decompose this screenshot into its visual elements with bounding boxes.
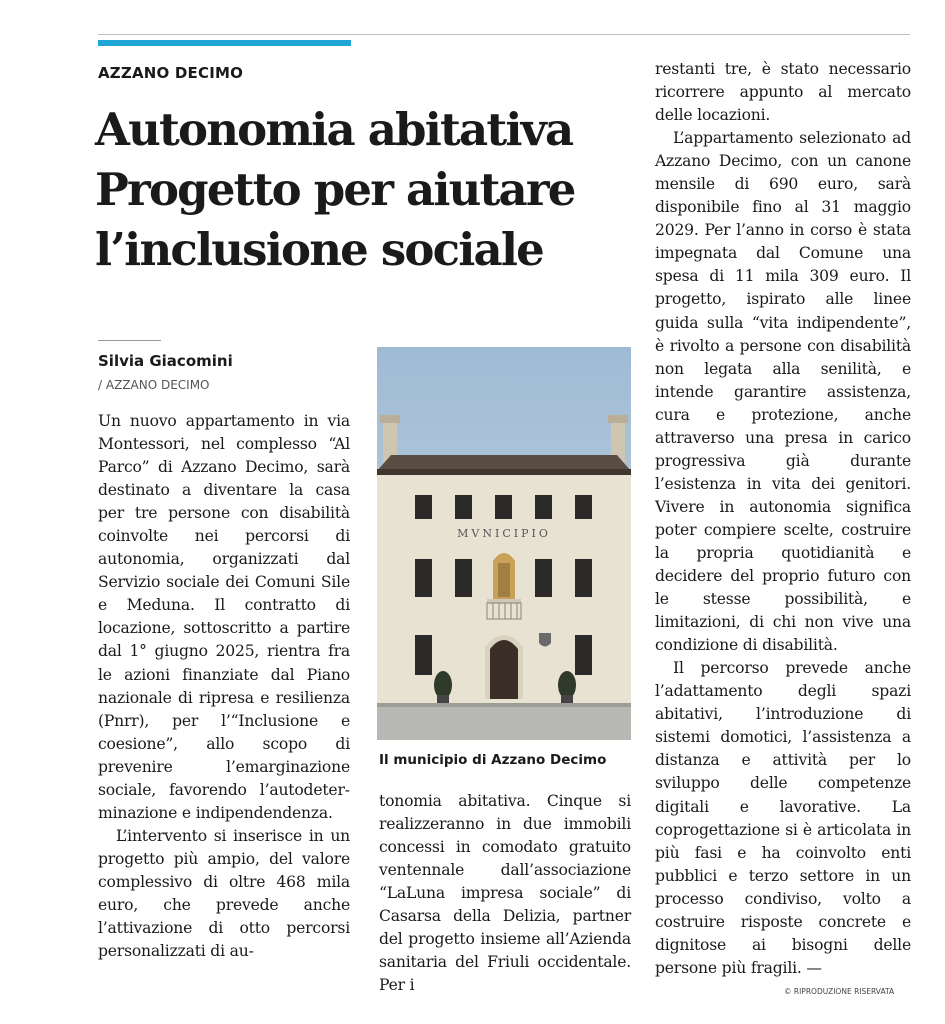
dateline-place: / AZZANO DECIMO	[98, 378, 210, 392]
paragraph-4: Il percorso prevede anche l’adattamento degli spazi abitativi, l’introduzione di sistemi domotici, l’assistenza a distanza e attività per lo sviluppo delle competenze digitali e lavorative. La coprogettazione si è articolata in più fasi e ha coinvolto enti pubblici e terzo settore in un processo condiviso, volto a costruire risposte concrete e dignitose ai bisogni delle persone più fragili. —	[655, 659, 911, 977]
byline-rule	[98, 340, 161, 341]
section-accent-bar	[98, 40, 351, 46]
article-column-1	[98, 410, 350, 963]
photo-caption: Il municipio di Azzano Decimo	[379, 752, 607, 768]
copyright-notice: © RIPRODUZIONE RISERVATA	[784, 987, 895, 996]
headline	[95, 100, 655, 280]
author-name: Silvia Giacomini	[98, 352, 233, 370]
headline-line-1: Autonomia abitativa	[95, 103, 573, 156]
section-kicker: AZZANO DECIMO	[98, 64, 244, 82]
municipio-photo	[377, 347, 631, 740]
building-sign-text: MVNICIPIO	[457, 527, 551, 540]
article-column-2	[379, 790, 631, 997]
top-rule	[98, 34, 910, 35]
paragraph-2-end: restanti tre, è stato necessario ricorrere appunto al mercato delle locazioni.	[655, 60, 911, 125]
paragraph-1: Un nuovo appartamento in via Montessori, nel complesso “Al Parco” di Azzano Decimo, sarà destinato a diventare la casa per tre persone con disabilità coinvolte nei percorsi di autonomia, organizzati dal Servizio sociale dei Comuni Sile e Meduna. Il contratto di locazione, sottoscritto a partire dal 1° giugno 2025, rientra fra le azioni finanziate dal Piano nazionale di ripresa e resilienza (Pnrr), per l’“Inclusione e coesione”, allo scopo di prevenire l’emarginazione sociale, favorendo l’autodeterminazione e indipendendenza.	[98, 412, 350, 822]
paragraph-3: L’appartamento selezionato ad Azzano Decimo, con un canone mensile di 690 euro, sarà disponibile fino al 31 maggio 2029. Per l’anno in corso è stata impegnata dal Comune una spesa di 11 mila 309 euro. Il progetto, ispirato alle linee guida sulla “vita indipendente”, è rivolto a persone con disabilità non legata alla senilità, e intende garantire assistenza, cura e protezione, anche attraverso una presa in carico progressiva già durante l’esistenza in vita dei genitori. Vivere in autonomia significa poter compiere scelte, costruire la propria quotidianità e decidere del proprio futuro con le stesse possibilità, e limitazioni, di chi non vive una condizione di disabilità.	[655, 129, 911, 655]
paragraph-2-start: L’intervento si inserisce in un progetto più ampio, del valore complessivo di oltre 468 mila euro, che prevede anche l’attivazione di otto percorsi personalizzati di au-	[98, 826, 350, 961]
headline-line-3: l’inclusione sociale	[95, 223, 543, 276]
article-column-3	[655, 58, 911, 980]
headline-line-2: Progetto per aiutare	[95, 163, 575, 216]
paragraph-2-continued: tonomia abitativa. Cinque si realizzeranno in due immobili concessi in comodato gratuito ventennale dall’associazione “LaLuna impresa sociale” di Casarsa della Delizia, partner del progetto insieme all’Azienda sanitaria del Friuli occidentale. Per i	[379, 792, 631, 995]
